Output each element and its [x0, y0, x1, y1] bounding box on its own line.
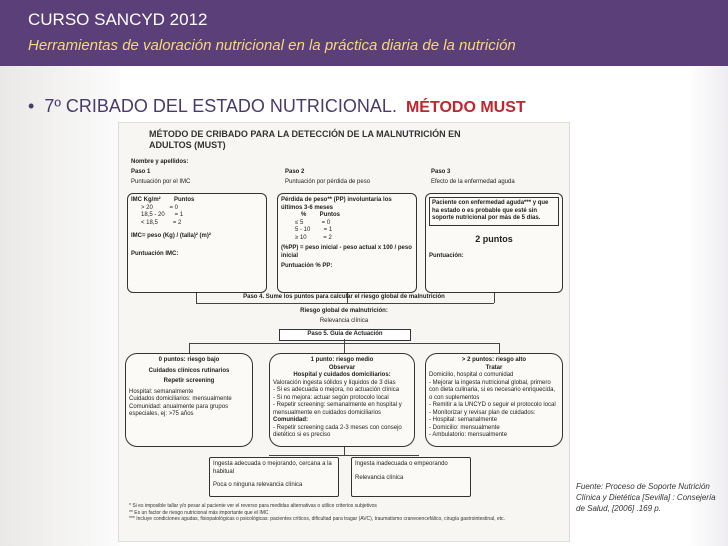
weight-loss-formula: (%PP) = peso inicial - peso actual x 100 / peso inicial	[281, 245, 412, 259]
risk-mid-line-1: Valoración ingesta sólidos y líquidos de 3 días	[273, 379, 396, 386]
bmi-header: IMC Kg/m² Puntos	[131, 197, 195, 203]
course-subtitle: Herramientas de valoración nutricional en la práctica diaria de la nutrición	[28, 37, 516, 54]
background-decoration	[0, 66, 120, 546]
clinical-relevance-label: Relevancia clínica	[319, 318, 369, 324]
footnote-2: ** Es un factor de riesgo nutricional más importante que el IMC	[129, 509, 269, 516]
background-decoration-right	[688, 66, 728, 546]
risk-mid-subtitle: Observar	[328, 364, 356, 371]
bullet-marker: •	[28, 96, 35, 116]
step1-label: Paso 1	[131, 169, 151, 175]
risk-high-line-2: - Mejorar la ingesta nutricional global, primero con dieta culinaria, si es necesario enriquecida, o con suplementos	[429, 379, 556, 401]
risk-low-line-3: Comunidad: anualmente para grupos especiales, ej: >75 años	[129, 403, 229, 417]
bmi-formula: IMC= peso (Kg) / (talla)² (m)²	[131, 233, 211, 239]
follow-left-line-2: Poca o ninguna relevancia clínica	[213, 482, 303, 488]
acute-disease-score: Puntuación:	[429, 253, 464, 259]
weight-loss-header: Pérdida de peso** (PP) involuntaria los últimos 3-6 meses	[281, 197, 392, 211]
acute-disease-points: 2 puntos	[475, 233, 513, 244]
bullet-text: 7º CRIBADO DEL ESTADO NUTRICIONAL.	[44, 96, 397, 116]
risk-mid-line-4: - Repetir screening: semanalmente en hospital y mensualmente en cuidados domiciliarios	[273, 402, 402, 416]
risk-low-action: Repetir screening	[163, 378, 215, 384]
step3-label: Paso 3	[431, 169, 451, 175]
risk-mid-line-6: - Repetir screening cada 2-3 meses con consejo dietético si es preciso	[273, 424, 402, 438]
risk-mid-action: Hospital y cuidados domiciliarios:	[293, 372, 391, 378]
weight-loss-row-1: ≤ 5 = 0	[295, 219, 331, 226]
risk-low-box	[125, 353, 253, 447]
bmi-row-1: > 20 = 0	[141, 204, 179, 211]
risk-high-box	[425, 353, 563, 447]
weight-loss-row-2: 5 - 10 = 1	[295, 227, 333, 233]
bmi-row-2: 18,5 - 20 = 1	[141, 212, 184, 218]
step5-label: Paso 5. Guía de Actuación	[279, 329, 411, 341]
footnotes	[129, 503, 559, 523]
risk-low-line-2: Cuidados domiciliarios: mensualmente	[129, 396, 232, 402]
step3-box	[425, 193, 563, 293]
global-risk-label: Riesgo global de malnutrición:	[300, 308, 388, 314]
risk-mid-box	[269, 353, 415, 447]
risk-low-title: 0 puntos: riesgo bajo	[158, 357, 220, 363]
risk-high-line-1: Domicilio, hospital o comunidad	[429, 372, 514, 378]
risk-high-line-6: - Domicilio: mensualmente	[429, 424, 500, 431]
follow-left-line-1: Ingesta adecuada o mejorando, cercana a la habitual	[213, 461, 332, 475]
risk-high-title: > 2 puntos: riesgo alto	[461, 357, 527, 363]
bmi-score: Puntuación IMC:	[131, 250, 179, 257]
follow-right-line-1: Ingesta inadecuada o empeorando	[355, 461, 448, 467]
risk-high-subtitle: Tratar	[485, 364, 503, 371]
risk-high-line-5: - Hospital: semanalmente	[429, 417, 498, 423]
step1-desc: Puntuación por el IMC	[131, 179, 191, 185]
risk-mid-title: 1 punto: riesgo medio	[310, 357, 374, 363]
risk-mid-line-3: - Si no mejora: actuar según protocolo local	[273, 394, 389, 401]
weight-loss-cols: % Puntos	[301, 212, 341, 218]
risk-high-line-4: - Monitorizar y revisar plan de cuidados:	[429, 409, 536, 416]
risk-low-line-1: Hospital: semanalmente	[129, 388, 194, 395]
follow-up-left-box	[209, 457, 339, 497]
bmi-row-3: < 18,5 = 2	[141, 219, 182, 226]
must-figure	[118, 122, 570, 542]
risk-high-line-7: - Ambulatorio: mensualmente	[429, 432, 508, 438]
bullet-heading	[28, 96, 526, 117]
acute-disease-text: Paciente con enfermedad aguda*** y que ha estado o es probable que esté sin soporte nutricional por más de 5 días.	[429, 197, 559, 226]
bullet-highlight: MÉTODO MUST	[405, 99, 526, 116]
course-title: CURSO SANCYD 2012	[28, 10, 208, 29]
figure-title: MÉTODO DE CRIBADO PARA LA DETECCIÓN DE LA MALNUTRICIÓN EN ADULTOS (MUST)	[149, 129, 461, 150]
source-citation: Fuente: Proceso de Soporte Nutrición Clínica y Dietética [Sevilla] : Consejería de Salud, [2006] .169 p.	[576, 482, 716, 513]
footnote-1: * Si es imposible tallar y/o pesar al paciente ver el reverso para medidas alternativas o utilice criterios subjetivos	[129, 503, 377, 509]
step2-desc: Puntuación por pérdida de peso	[285, 179, 371, 185]
step1-box	[127, 193, 267, 293]
risk-mid-line-5: Comunidad:	[273, 417, 308, 423]
risk-low-subtitle: Cuidados clínicos rutinarios	[148, 367, 230, 374]
name-label: Nombre y apellidos:	[131, 159, 189, 165]
step3-desc: Efecto de la enfermedad aguda	[431, 179, 515, 185]
step4-label: Paso 4. Sume los puntos para calcular el riesgo global de malnutrición	[243, 294, 445, 300]
risk-high-line-3: - Remitir a la UNCYD o seguir el protocolo local	[429, 402, 556, 408]
weight-loss-row-3: ≥ 10 = 2	[295, 234, 332, 241]
footnote-3: *** Incluye condiciones agudas, fisiopatológicas o psicológicas: pacientes críticos, dificultad para tragar (AVC), traumatismo craneoencefálico, cirugía gastrointestinal, etc.	[129, 516, 505, 522]
step2-label: Paso 2	[285, 169, 305, 175]
weight-loss-score: Puntuación % PP:	[281, 263, 333, 269]
follow-up-right-box	[351, 457, 471, 497]
risk-mid-line-2: - Si es adecuada o mejora, no actuación clínica	[273, 387, 400, 393]
slide-header	[0, 0, 728, 66]
follow-right-line-2: Relevancia clínica	[355, 474, 404, 481]
step2-box	[277, 193, 417, 293]
